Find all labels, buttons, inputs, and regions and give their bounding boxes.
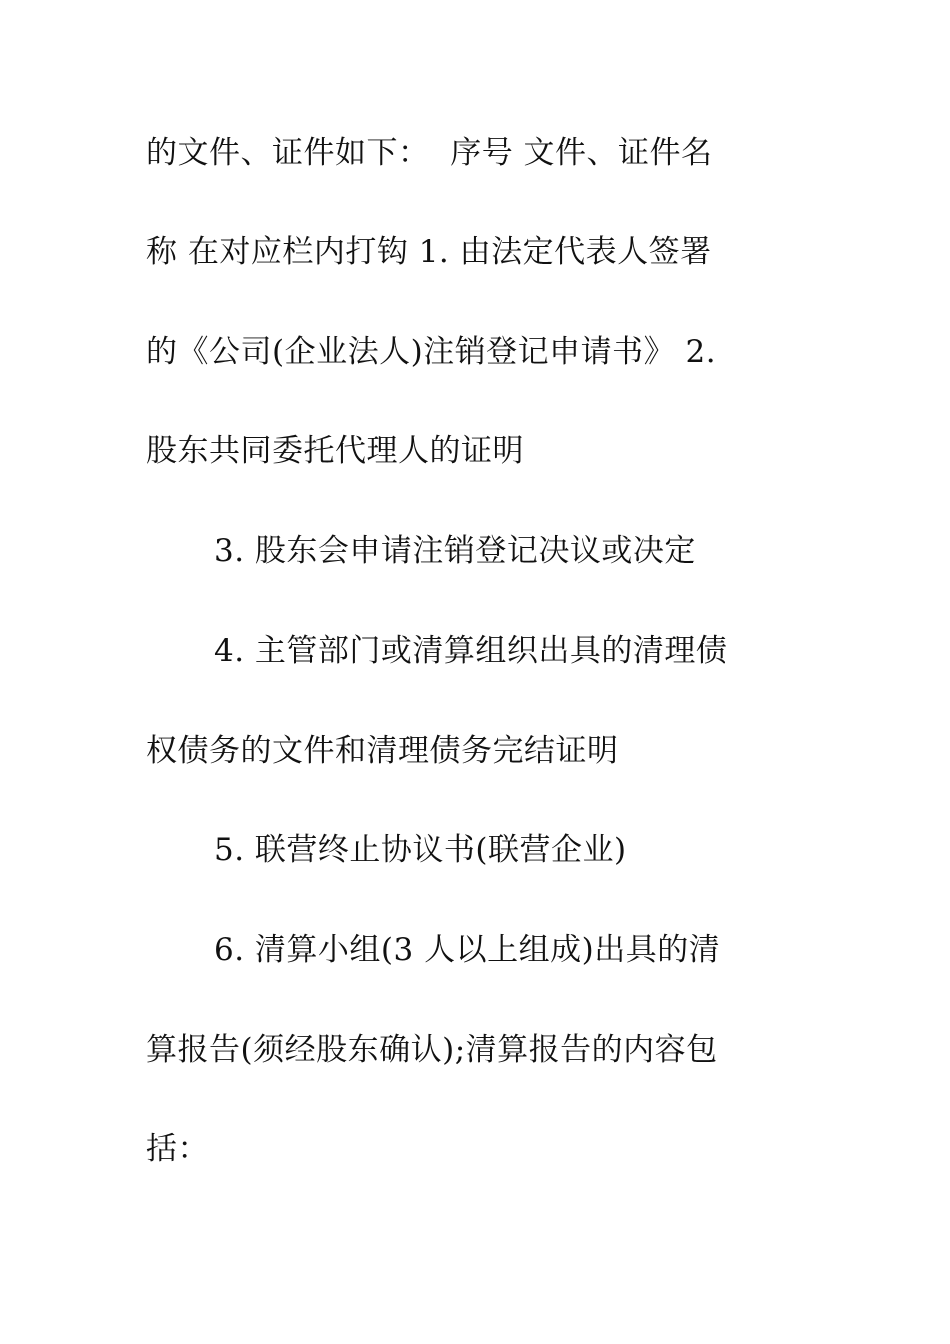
text-line-11: 括：: [146, 1131, 209, 1167]
text-line-9: 6. 清算小组(3 人以上组成)出具的清: [214, 932, 721, 968]
text-line-4: 股东共同委托代理人的证明: [146, 433, 524, 469]
text-line-5: 3. 股东会申请注销登记决议或决定: [214, 533, 696, 569]
text-line-7: 权债务的文件和清理债务完结证明: [146, 733, 619, 769]
text-line-2: 称 在对应栏内打钩 1. 由法定代表人签署: [146, 234, 712, 270]
text-line-8: 5. 联营终止协议书(联营企业): [214, 832, 627, 868]
text-line-10: 算报告(须经股东确认);清算报告的内容包: [146, 1032, 718, 1068]
text-line-3: 的《公司(企业法人)注销登记申请书》 2.: [146, 334, 717, 370]
text-line-6: 4. 主管部门或清算组织出具的清理债: [214, 633, 728, 669]
text-line-1: 的文件、证件如下： 序号 文件、证件名: [146, 135, 713, 171]
